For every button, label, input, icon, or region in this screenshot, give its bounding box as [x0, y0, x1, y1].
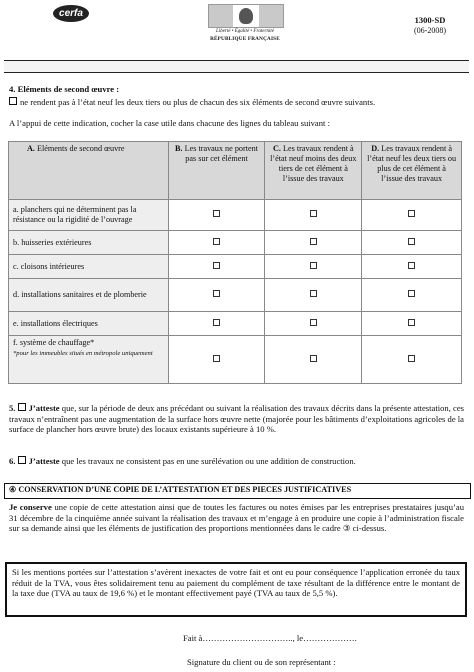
checkbox[interactable]: [408, 210, 415, 217]
republic-name: RÉPUBLIQUE FRANÇAISE: [210, 36, 280, 42]
header-b: B. Les travaux ne portent pas sur cet élément: [168, 142, 265, 200]
checkbox[interactable]: [408, 319, 415, 326]
checkbox[interactable]: [310, 290, 317, 297]
table-footnote: *pour les immeubles situés en métropole uniquement: [13, 350, 153, 357]
checkbox[interactable]: [310, 319, 317, 326]
table-row: e. installations électriques: [9, 312, 462, 336]
table-row: c. cloisons intérieures: [9, 255, 462, 279]
checkbox[interactable]: [213, 355, 220, 362]
section6: 6. J’atteste que les travaux ne consistent pas en une surélévation ou une addition de construction.: [9, 456, 356, 466]
table-row: d. installations sanitaires et de plomberie: [9, 279, 462, 312]
second-oeuvre-table: [8, 141, 462, 384]
checkbox[interactable]: [310, 210, 317, 217]
checkbox[interactable]: [213, 319, 220, 326]
checkbox[interactable]: [18, 403, 26, 411]
section4-line1: ne rendent pas à l’état neuf les deux tiers ou plus de chacun des six éléments de second œuvre suivants.: [9, 97, 469, 108]
header-d: D. Les travaux rendent à l’état neuf les deux tiers ou plus de cet élément à l’issue des travaux: [362, 142, 462, 200]
warning-box: [5, 562, 467, 617]
checkbox[interactable]: [408, 355, 415, 362]
checkbox[interactable]: [408, 290, 415, 297]
warning-text: Si les mentions portées sur l’attestation s’avèrent inexactes de votre fait et ont eu pour conséquence l’application erronée du taux réduit de la TVA, vous êtes solidairement tenu au paiement du complément de taxe résultant de la différence entre le montant de la taxe due (TVA au taux de 19,6 %) et le montant effectivement payé (TVA au taux de 5,5 %).: [12, 567, 460, 598]
checkbox[interactable]: [408, 262, 415, 269]
table-row: f. système de chauffage* *pour les immeubles situés en métropole uniquement: [9, 336, 462, 384]
checkbox[interactable]: [213, 262, 220, 269]
checkbox[interactable]: [213, 238, 220, 245]
form-number: 1300-SD: [414, 15, 446, 25]
conservation-text: Je conserve une copie de cette attestation ainsi que de toutes les factures ou notes émises par les entreprises prestataires jusqu’au 31 décembre de la cinquième année suivant la réalisation des travaux et m’engage à en produire une copie à l’administration fiscale sur sa demande ainsi que les éléments de justification des proportions mentionnées dans le cadre ③ ci-dessus.: [9, 502, 464, 533]
fait-a-line[interactable]: Fait à………………………….., le……………….: [183, 633, 357, 643]
conservation-header: ④ CONSERVATION D’UNE COPIE DE L’ATTESTATION ET DES PIECES JUSTIFICATIVES: [4, 483, 471, 499]
top-divider-bar: [4, 60, 469, 73]
header-a: A. Eléments de second œuvre: [9, 142, 169, 200]
checkbox[interactable]: [408, 238, 415, 245]
checkbox[interactable]: [213, 210, 220, 217]
table-row: a. planchers qui ne déterminent pas la résistance ou la rigidité de l’ouvrage: [9, 200, 462, 231]
signature-label: Signature du client ou de son représentant :: [187, 657, 336, 667]
checkbox[interactable]: [310, 238, 317, 245]
section5: 5. J’atteste que, sur la période de deux ans précédant ou suivant la réalisation des travaux décrits dans la présente attestation, ces travaux n’entraînent pas une augmentation de la surface hors œuvre nette (majorée pour les bâtiments d’exploitations agricoles de la surface de plancher hors œuvre brute) des locaux existants supérieure à 10 %.: [9, 403, 464, 434]
republic-motto: Liberté • Égalité • Fraternité: [216, 29, 274, 34]
header-c: C. Les travaux rendent à l’état neuf moins des deux tiers de cet élément à l’issue des travaux: [265, 142, 362, 200]
checkbox[interactable]: [213, 290, 220, 297]
checkbox[interactable]: [18, 456, 26, 464]
marianne-logo: [208, 4, 284, 28]
checkbox[interactable]: [310, 262, 317, 269]
checkbox[interactable]: [310, 355, 317, 362]
section4-line2: A l’appui de cette indication, cocher la case utile dans chacune des lignes du tableau suivant :: [9, 118, 330, 128]
cerfa-logo: cerfa: [53, 5, 89, 22]
table-row: b. huisseries extérieures: [9, 231, 462, 255]
section4-title: 4. Eléments de second œuvre :: [9, 84, 120, 94]
checkbox[interactable]: [9, 97, 17, 105]
form-date: (06-2008): [414, 26, 446, 35]
